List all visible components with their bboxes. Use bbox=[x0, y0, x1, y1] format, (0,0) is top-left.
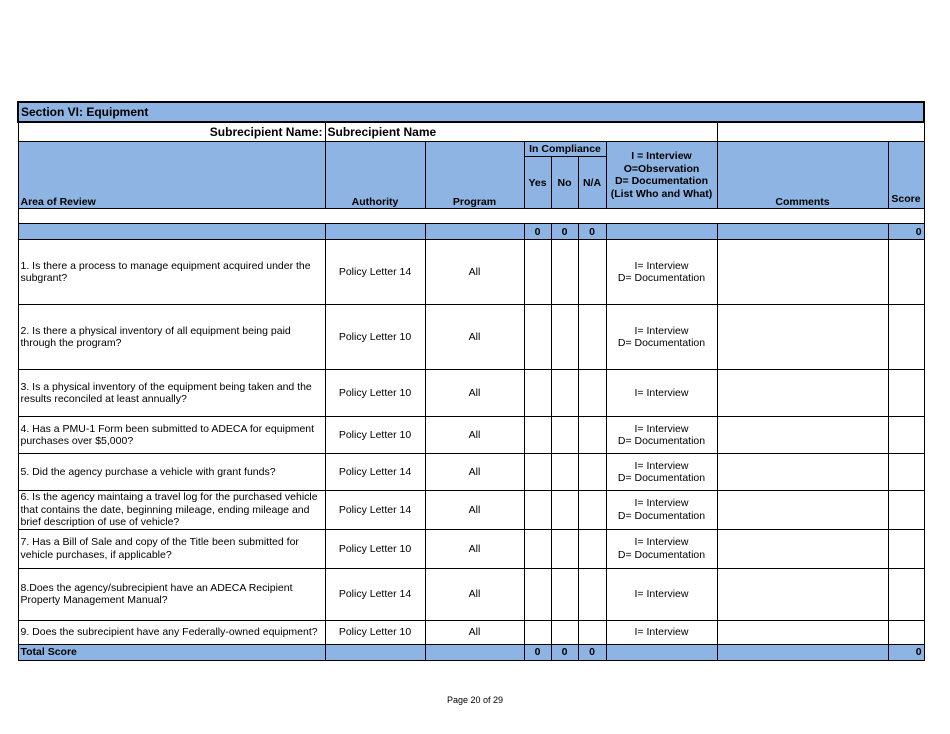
method-interview: I= Interview bbox=[634, 324, 689, 337]
total-na: 0 bbox=[578, 644, 606, 660]
question-authority: Policy Letter 14 bbox=[325, 454, 425, 491]
comments-cell[interactable] bbox=[717, 454, 888, 491]
question-method bbox=[606, 370, 717, 417]
subtotal-score: 0 bbox=[888, 224, 924, 240]
question-row bbox=[18, 454, 924, 491]
na-cell[interactable] bbox=[578, 305, 606, 370]
total-score: 0 bbox=[888, 644, 924, 660]
score-cell[interactable] bbox=[888, 491, 924, 530]
total-row bbox=[18, 644, 924, 660]
no-cell[interactable] bbox=[551, 370, 578, 417]
question-authority: Policy Letter 10 bbox=[325, 305, 425, 370]
yes-cell[interactable] bbox=[524, 305, 551, 370]
header-in-compliance: In Compliance bbox=[524, 142, 606, 157]
question-program: All bbox=[425, 568, 524, 620]
method-documentation: D= Documentation bbox=[617, 272, 706, 284]
comments-cell[interactable] bbox=[717, 240, 888, 305]
header-comments: Comments bbox=[717, 142, 888, 209]
page-number: Page 20 of 29 bbox=[446, 695, 504, 705]
question-text: 9. Does the subrecipient have any Federally-owned equipment? bbox=[18, 620, 325, 644]
na-cell[interactable] bbox=[578, 568, 606, 620]
question-method bbox=[606, 240, 717, 305]
no-cell[interactable] bbox=[551, 620, 578, 644]
comments-cell[interactable] bbox=[717, 529, 888, 568]
question-authority: Policy Letter 14 bbox=[325, 240, 425, 305]
subtotal-yes: 0 bbox=[524, 224, 551, 240]
subtotal-na: 0 bbox=[578, 224, 606, 240]
comments-cell[interactable] bbox=[717, 491, 888, 530]
yes-cell[interactable] bbox=[524, 454, 551, 491]
question-program: All bbox=[425, 305, 524, 370]
header-yes: Yes bbox=[524, 157, 551, 209]
score-cell[interactable] bbox=[888, 305, 924, 370]
yes-cell[interactable] bbox=[524, 491, 551, 530]
method-documentation: D= Documentation bbox=[617, 435, 706, 447]
comments-cell[interactable] bbox=[717, 620, 888, 644]
spacer-row bbox=[18, 209, 924, 224]
question-text: 1. Is there a process to manage equipment acquired under the subgrant? bbox=[18, 240, 325, 305]
method-interview: I= Interview bbox=[634, 422, 689, 435]
subtotal-area bbox=[18, 224, 325, 240]
na-cell[interactable] bbox=[578, 417, 606, 454]
score-cell[interactable] bbox=[888, 370, 924, 417]
question-row bbox=[18, 620, 924, 644]
no-cell[interactable] bbox=[551, 417, 578, 454]
score-cell[interactable] bbox=[888, 529, 924, 568]
na-cell[interactable] bbox=[578, 370, 606, 417]
method-line-1: I = Interview bbox=[631, 150, 692, 162]
question-program: All bbox=[425, 417, 524, 454]
na-cell[interactable] bbox=[578, 529, 606, 568]
header-method bbox=[606, 142, 717, 209]
review-table bbox=[17, 101, 925, 661]
question-row bbox=[18, 305, 924, 370]
question-program: All bbox=[425, 240, 524, 305]
header-area-of-review: Area of Review bbox=[18, 142, 325, 209]
question-authority: Policy Letter 10 bbox=[325, 417, 425, 454]
yes-cell[interactable] bbox=[524, 240, 551, 305]
comments-cell[interactable] bbox=[717, 568, 888, 620]
question-row bbox=[18, 491, 924, 530]
method-documentation: D= Documentation bbox=[617, 337, 706, 349]
no-cell[interactable] bbox=[551, 568, 578, 620]
method-interview: I= Interview bbox=[634, 386, 689, 399]
method-documentation: D= Documentation bbox=[617, 472, 706, 484]
yes-cell[interactable] bbox=[524, 370, 551, 417]
question-method bbox=[606, 305, 717, 370]
comments-cell[interactable] bbox=[717, 417, 888, 454]
question-program: All bbox=[425, 454, 524, 491]
question-text: 8.Does the agency/subrecipient have an ADECA Recipient Property Management Manual? bbox=[18, 568, 325, 620]
comments-cell[interactable] bbox=[717, 305, 888, 370]
question-program: All bbox=[425, 491, 524, 530]
question-program: All bbox=[425, 370, 524, 417]
question-text: 5. Did the agency purchase a vehicle with grant funds? bbox=[18, 454, 325, 491]
question-text: 7. Has a Bill of Sale and copy of the Title been submitted for vehicle purchases, if applicable? bbox=[18, 529, 325, 568]
yes-cell[interactable] bbox=[524, 417, 551, 454]
question-method bbox=[606, 417, 717, 454]
method-documentation: D= Documentation bbox=[617, 548, 706, 561]
method-interview: I= Interview bbox=[634, 587, 689, 600]
question-text: 3. Is a physical inventory of the equipment being taken and the results reconciled at least annually? bbox=[18, 370, 325, 417]
question-row bbox=[18, 370, 924, 417]
header-na: N/A bbox=[578, 157, 606, 209]
score-cell[interactable] bbox=[888, 240, 924, 305]
header-no: No bbox=[551, 157, 578, 209]
no-cell[interactable] bbox=[551, 529, 578, 568]
yes-cell[interactable] bbox=[524, 529, 551, 568]
total-yes: 0 bbox=[524, 644, 551, 660]
na-cell[interactable] bbox=[578, 620, 606, 644]
question-row bbox=[18, 568, 924, 620]
question-row bbox=[18, 240, 924, 305]
na-cell[interactable] bbox=[578, 454, 606, 491]
header-authority: Authority bbox=[325, 142, 425, 209]
question-authority: Policy Letter 14 bbox=[325, 491, 425, 530]
question-method bbox=[606, 568, 717, 620]
score-cell[interactable] bbox=[888, 417, 924, 454]
question-authority: Policy Letter 10 bbox=[325, 529, 425, 568]
yes-cell[interactable] bbox=[524, 568, 551, 620]
total-no: 0 bbox=[551, 644, 578, 660]
score-cell[interactable] bbox=[888, 620, 924, 644]
method-line-2: O=Observation bbox=[623, 162, 700, 175]
header-program: Program bbox=[425, 142, 524, 209]
method-interview: I= Interview bbox=[634, 497, 689, 510]
comments-cell[interactable] bbox=[717, 370, 888, 417]
no-cell[interactable] bbox=[551, 240, 578, 305]
total-label: Total Score bbox=[18, 644, 325, 660]
equipment-review-sheet bbox=[17, 101, 923, 661]
question-row bbox=[18, 529, 924, 568]
question-program: All bbox=[425, 620, 524, 644]
no-cell[interactable] bbox=[551, 305, 578, 370]
question-method bbox=[606, 529, 717, 568]
question-authority: Policy Letter 14 bbox=[325, 568, 425, 620]
method-interview: I= Interview bbox=[634, 625, 689, 638]
subrecipient-extra-cell[interactable] bbox=[717, 122, 924, 142]
method-documentation: D= Documentation bbox=[617, 509, 706, 522]
method-interview: I= Interview bbox=[634, 536, 689, 548]
no-cell[interactable] bbox=[551, 454, 578, 491]
method-interview: I= Interview bbox=[634, 259, 689, 272]
subrecipient-label: Subrecipient Name: bbox=[18, 122, 325, 142]
question-text: 4. Has a PMU-1 Form been submitted to ADECA for equipment purchases over $5,000? bbox=[18, 417, 325, 454]
question-method bbox=[606, 491, 717, 530]
question-text: 6. Is the agency maintaing a travel log for the purchased vehicle that contains the date, beginning mileage, ending mileage and brief description of use of vehicle? bbox=[18, 491, 325, 530]
header-score: Score bbox=[888, 142, 924, 209]
na-cell[interactable] bbox=[578, 491, 606, 530]
method-line-3: D= Documentation bbox=[614, 175, 709, 187]
question-row bbox=[18, 417, 924, 454]
question-program: All bbox=[425, 529, 524, 568]
no-cell[interactable] bbox=[551, 491, 578, 530]
section-title: Section VI: Equipment bbox=[18, 102, 924, 122]
yes-cell[interactable] bbox=[524, 620, 551, 644]
question-method bbox=[606, 620, 717, 644]
method-interview: I= Interview bbox=[634, 459, 689, 472]
question-authority: Policy Letter 10 bbox=[325, 620, 425, 644]
subtotal-no: 0 bbox=[551, 224, 578, 240]
question-text: 2. Is there a physical inventory of all equipment being paid through the program? bbox=[18, 305, 325, 370]
na-cell[interactable] bbox=[578, 240, 606, 305]
question-method bbox=[606, 454, 717, 491]
question-authority: Policy Letter 10 bbox=[325, 370, 425, 417]
method-line-4: (List Who and What) bbox=[610, 187, 713, 200]
subrecipient-name[interactable]: Subrecipient Name bbox=[325, 122, 606, 142]
score-cell[interactable] bbox=[888, 568, 924, 620]
score-cell[interactable] bbox=[888, 454, 924, 491]
